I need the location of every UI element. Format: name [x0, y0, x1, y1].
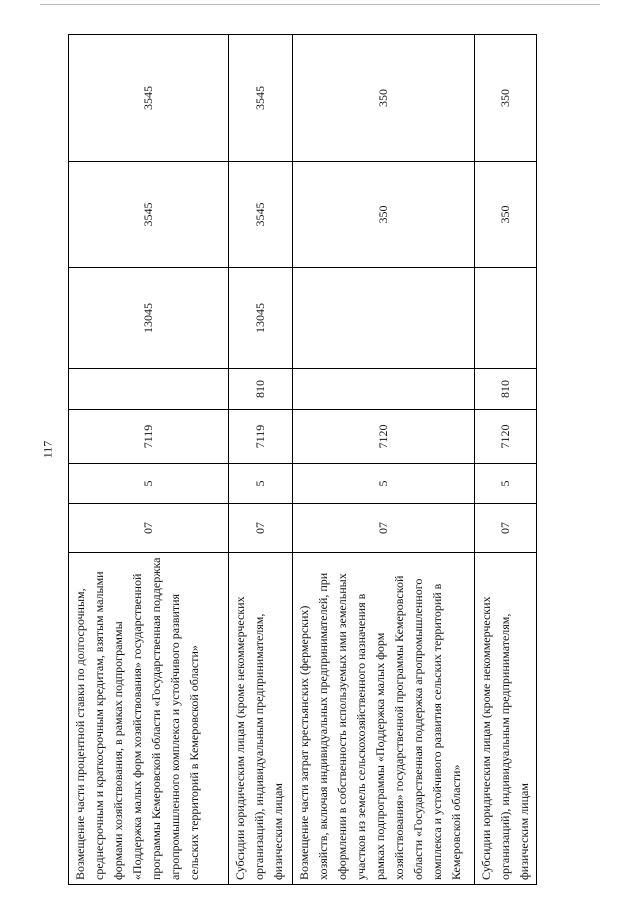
subsection-code: 5	[293, 464, 475, 504]
amount-year-3: 350	[475, 35, 537, 162]
amount-year-1	[475, 268, 537, 369]
target-code: 7120	[293, 410, 475, 464]
top-rule	[40, 4, 600, 5]
amount-year-2: 350	[475, 162, 537, 268]
page-number: 117	[40, 440, 55, 459]
amount-year-3: 3545	[229, 35, 293, 162]
row-description: Субсидии юридическим лицам (кроме некоммерческих организаций), индивидуальным предпринимателям, физическим лицам	[229, 553, 293, 885]
amount-year-1: 13045	[229, 268, 293, 369]
subsection-code: 5	[69, 464, 229, 504]
table-row	[69, 35, 229, 885]
section-code: 07	[69, 504, 229, 553]
section-code: 07	[229, 504, 293, 553]
target-code: 7119	[69, 410, 229, 464]
amount-year-2: 3545	[69, 162, 229, 268]
expense-type-code: 810	[475, 369, 537, 410]
row-description: Возмещение части процентной ставки по долгосрочным, среднесрочным и краткосрочным кредитам, взятым малыми формами хозяйствования, в рамках подпрограммы «Поддержка малых форм хозяйствования» государственной программы Кемеровской области «Государственная поддержка агропромышленного комплекса и устойчивого развития сельских территорий в Кемеровской области»	[69, 553, 229, 885]
table-row	[229, 35, 293, 885]
row-description: Субсидии юридическим лицам (кроме некоммерческих организаций), индивидуальным предпринимателям, физическим лицам	[475, 553, 537, 885]
amount-year-2: 3545	[229, 162, 293, 268]
expense-type-code: 810	[229, 369, 293, 410]
table-row	[293, 35, 475, 885]
row-description: Возмещение части затрат крестьянских (фермерских) хозяйств, включая индивидуальных предпринимателей, при оформлении в собственность используемых ими земельных участков из земель сельскохозяйственного назначения в рамках подпрограммы «Поддержка малых форм хозяйствования» государственной программы Кемеровской области «Государственная поддержка агропромышленного комплекса и устойчивого развития сельских территорий в Кемеровской области»	[293, 553, 475, 885]
expense-type-code	[293, 369, 475, 410]
target-code: 7119	[229, 410, 293, 464]
target-code: 7120	[475, 410, 537, 464]
budget-table-rotated	[68, 35, 531, 885]
subsection-code: 5	[475, 464, 537, 504]
amount-year-1: 13045	[69, 268, 229, 369]
amount-year-1	[293, 268, 475, 369]
amount-year-2: 350	[293, 162, 475, 268]
table-row	[475, 35, 537, 885]
expense-type-code	[69, 369, 229, 410]
amount-year-3: 350	[293, 35, 475, 162]
section-code: 07	[475, 504, 537, 553]
budget-table	[68, 34, 537, 885]
amount-year-3: 3545	[69, 35, 229, 162]
subsection-code: 5	[229, 464, 293, 504]
section-code: 07	[293, 504, 475, 553]
